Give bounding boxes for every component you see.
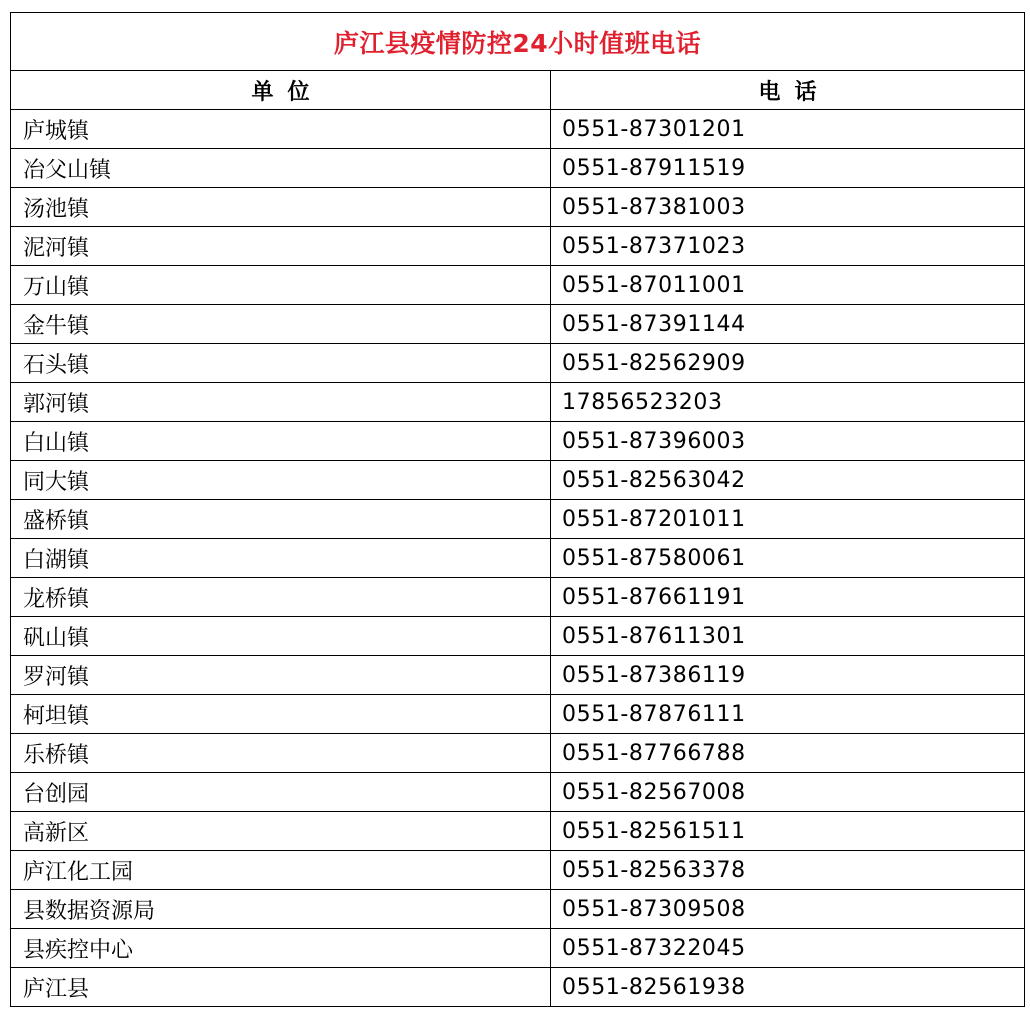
- unit-cell: 石头镇: [11, 344, 551, 383]
- unit-cell: 白湖镇: [11, 539, 551, 578]
- unit-cell: 龙桥镇: [11, 578, 551, 617]
- table-row: [11, 539, 1025, 578]
- table-title: 庐江县疫情防控24小时值班电话: [11, 13, 1025, 71]
- table-row: [11, 812, 1025, 851]
- table-row: [11, 227, 1025, 266]
- table-row: [11, 266, 1025, 305]
- unit-cell: 庐江化工园: [11, 851, 551, 890]
- phone-cell: 0551-82561938: [551, 968, 1025, 1007]
- unit-cell: 万山镇: [11, 266, 551, 305]
- table-body: [11, 110, 1025, 1007]
- phone-cell: 0551-87322045: [551, 929, 1025, 968]
- unit-cell: 泥河镇: [11, 227, 551, 266]
- table-row: [11, 149, 1025, 188]
- table-row: [11, 422, 1025, 461]
- unit-cell: 郭河镇: [11, 383, 551, 422]
- duty-phone-table: [10, 12, 1025, 1007]
- phone-cell: 0551-87876111: [551, 695, 1025, 734]
- unit-cell: 金牛镇: [11, 305, 551, 344]
- phone-cell: 0551-82563042: [551, 461, 1025, 500]
- unit-cell: 县数据资源局: [11, 890, 551, 929]
- table-row: [11, 890, 1025, 929]
- unit-cell: 高新区: [11, 812, 551, 851]
- phone-cell: 0551-87381003: [551, 188, 1025, 227]
- unit-cell: 县疾控中心: [11, 929, 551, 968]
- table-row: [11, 656, 1025, 695]
- unit-cell: 庐江县: [11, 968, 551, 1007]
- table-row: [11, 695, 1025, 734]
- unit-cell: 汤池镇: [11, 188, 551, 227]
- unit-cell: 冶父山镇: [11, 149, 551, 188]
- phone-cell: 0551-87309508: [551, 890, 1025, 929]
- table-row: [11, 851, 1025, 890]
- table-row: [11, 734, 1025, 773]
- phone-cell: 0551-87201011: [551, 500, 1025, 539]
- unit-cell: 矾山镇: [11, 617, 551, 656]
- phone-cell: 0551-87391144: [551, 305, 1025, 344]
- phone-cell: 0551-87386119: [551, 656, 1025, 695]
- unit-cell: 罗河镇: [11, 656, 551, 695]
- unit-cell: 同大镇: [11, 461, 551, 500]
- table-row: [11, 110, 1025, 149]
- phone-cell: 0551-82561511: [551, 812, 1025, 851]
- phone-cell: 0551-87580061: [551, 539, 1025, 578]
- phone-cell: 0551-87301201: [551, 110, 1025, 149]
- unit-cell: 庐城镇: [11, 110, 551, 149]
- unit-cell: 柯坦镇: [11, 695, 551, 734]
- table-row: [11, 617, 1025, 656]
- phone-cell: 0551-87396003: [551, 422, 1025, 461]
- phone-cell: 0551-82567008: [551, 773, 1025, 812]
- table-row: [11, 383, 1025, 422]
- header-unit: 单位: [11, 71, 551, 110]
- phone-cell: 17856523203: [551, 383, 1025, 422]
- table-row: [11, 188, 1025, 227]
- table-row: [11, 578, 1025, 617]
- phone-cell: 0551-82563378: [551, 851, 1025, 890]
- table-row: [11, 968, 1025, 1007]
- phone-cell: 0551-87611301: [551, 617, 1025, 656]
- table-row: [11, 500, 1025, 539]
- unit-cell: 乐桥镇: [11, 734, 551, 773]
- header-phone: 电话: [551, 71, 1025, 110]
- table-row: [11, 305, 1025, 344]
- unit-cell: 台创园: [11, 773, 551, 812]
- table-row: [11, 929, 1025, 968]
- table-row: [11, 461, 1025, 500]
- phone-cell: 0551-87011001: [551, 266, 1025, 305]
- table-row: [11, 773, 1025, 812]
- phone-cell: 0551-82562909: [551, 344, 1025, 383]
- unit-cell: 盛桥镇: [11, 500, 551, 539]
- phone-cell: 0551-87911519: [551, 149, 1025, 188]
- unit-cell: 白山镇: [11, 422, 551, 461]
- phone-cell: 0551-87766788: [551, 734, 1025, 773]
- table-row: [11, 344, 1025, 383]
- phone-cell: 0551-87371023: [551, 227, 1025, 266]
- phone-cell: 0551-87661191: [551, 578, 1025, 617]
